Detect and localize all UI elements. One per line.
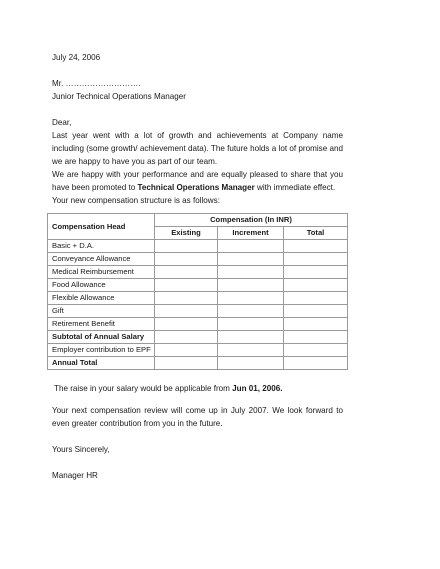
increment-header: Increment [218,227,284,240]
total-cell [284,344,348,357]
row-label: Subtotal of Annual Salary [48,331,155,344]
table-row [48,279,348,292]
row-label: Basic + D.A. [48,240,155,253]
total-header: Total [284,227,348,240]
compensation-table [47,213,348,370]
total-cell [284,357,348,370]
existing-cell [155,318,218,331]
recipient-name: Mr. ………………………. [52,79,141,88]
compensation-inr-header: Compensation (In INR) [155,214,348,227]
letter-date: July 24, 2006 [52,53,101,62]
row-label: Gift [48,305,155,318]
table-row [48,331,348,344]
existing-cell [155,240,218,253]
increment-cell [218,266,284,279]
existing-cell [155,279,218,292]
table-row [48,253,348,266]
row-label: Annual Total [48,357,155,370]
recipient-position: Junior Technical Operations Manager [52,92,186,101]
existing-cell [155,253,218,266]
existing-cell [155,331,218,344]
salutation: Dear, [52,118,72,127]
para-promotion [52,168,343,194]
promotion-text-post: with immediate effect. [254,183,336,192]
total-cell [284,331,348,344]
row-label: Food Allowance [48,279,155,292]
row-label: Flexible Allowance [48,292,155,305]
increment-cell [218,357,284,370]
compensation-head-header: Compensation Head [48,214,155,240]
raise-text: The raise in your salary would be applicable from [54,384,233,393]
existing-cell [155,344,218,357]
row-label: Conveyance Allowance [48,253,155,266]
existing-cell [155,292,218,305]
total-cell [284,279,348,292]
para-growth: Last year went with a lot of growth and achievements at Company name including (some growth/ achievement data). The future holds a lot of promise and we are happy to have you as part of our team. [52,131,343,166]
intro-paragraph [52,129,343,207]
table-row [48,357,348,370]
table-row [48,318,348,331]
table-row [48,266,348,279]
table-row [48,305,348,318]
existing-cell [155,266,218,279]
increment-cell [218,344,284,357]
increment-cell [218,318,284,331]
total-cell [284,266,348,279]
structure-intro: Your new compensation structure is as follows: [52,196,220,205]
row-label: Retirement Benefit [48,318,155,331]
increment-cell [218,305,284,318]
promotion-text-pre: We are happy with your performance and are equally pleased to share that you have been promoted to [52,170,343,192]
closing: Yours Sincerely, [52,445,110,454]
existing-header: Existing [155,227,218,240]
raise-date: Jun 01, 2006. [232,384,283,393]
row-label: Employer contribution to EPF [48,344,155,357]
total-cell [284,305,348,318]
signature: Manager HR [52,471,98,480]
review-text: Your next compensation review will come up in July 2007. We look forward to even greater contribution from you in the future. [52,406,343,428]
increment-cell [218,253,284,266]
existing-cell [155,357,218,370]
total-cell [284,253,348,266]
table-row [48,344,348,357]
total-cell [284,292,348,305]
table-row [48,292,348,305]
total-cell [284,240,348,253]
raise-sentence [54,382,283,395]
review-paragraph [52,404,343,430]
existing-cell [155,305,218,318]
table-row [48,240,348,253]
increment-cell [218,331,284,344]
table-header-row [48,214,348,227]
total-cell [284,318,348,331]
promotion-role: Technical Operations Manager [137,183,255,192]
increment-cell [218,292,284,305]
row-label: Medical Reimbursement [48,266,155,279]
increment-cell [218,240,284,253]
increment-cell [218,279,284,292]
